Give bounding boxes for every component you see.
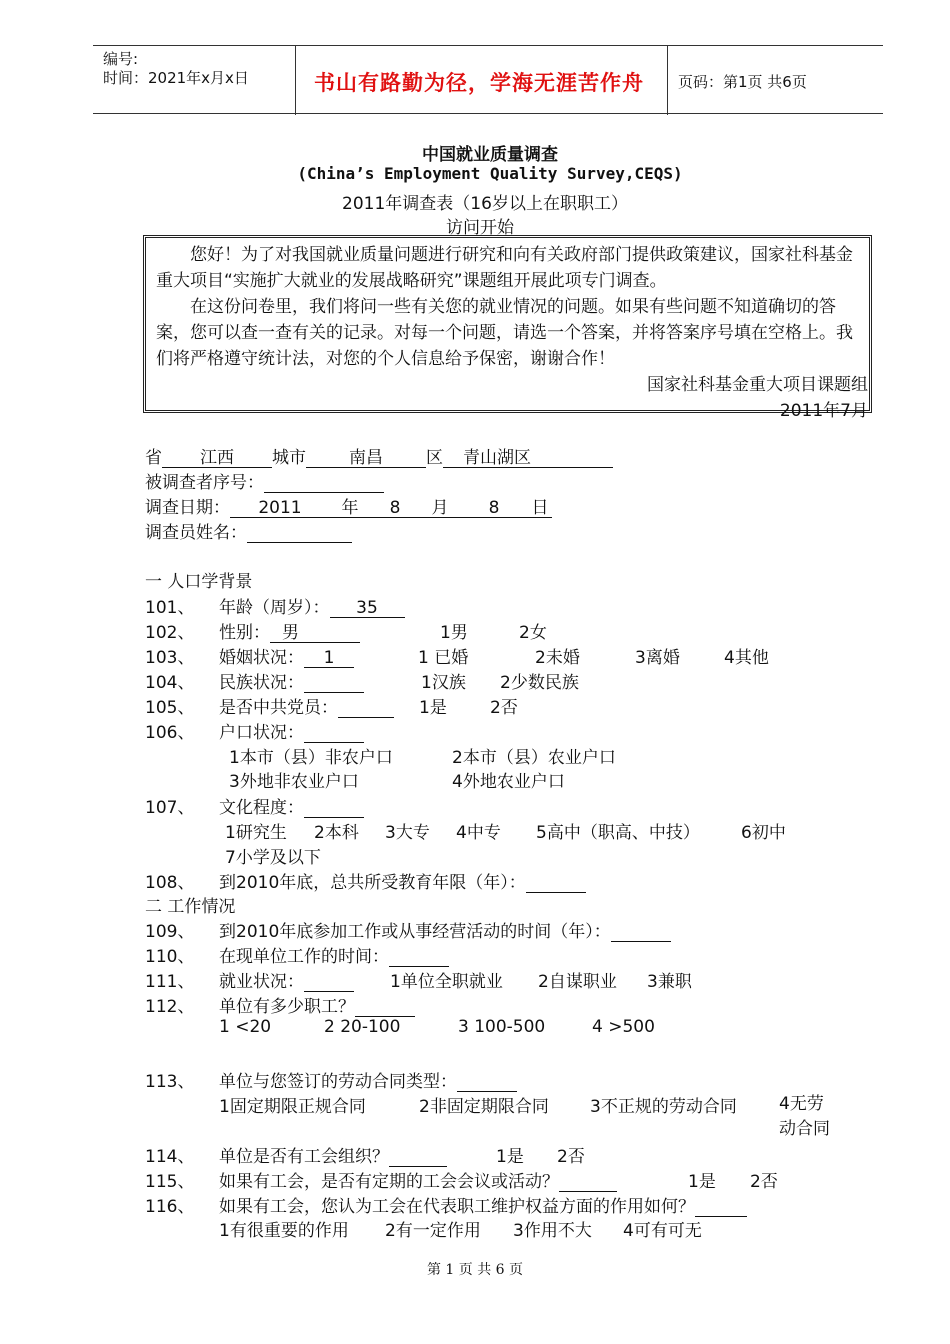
q106-num: 106、 [145, 723, 195, 743]
interviewer-label: 调查员姓名： [145, 523, 247, 543]
city-field[interactable]: 南昌 [306, 449, 426, 468]
intro-org: 国家社科基金重大项目课题组 [647, 375, 868, 395]
q101-answer[interactable]: 35 [330, 599, 405, 618]
q112-option-2: 2 20-100 [324, 1017, 401, 1037]
q108-text: 到2010年底，总共所受教育年限（年）： [219, 873, 526, 893]
q103-text: 婚姻状况： [219, 648, 304, 668]
q106-option-1: 1本市（县）非农户口 [229, 748, 393, 768]
intro-paragraph-2: 在这份问卷里，我们将问一些有关您的就业情况的问题。如果有些问题不知道确切的答案，您可以查一查有关的记录。对每一个问题，请选一个答案，并将答案序号填在空格上。我们将严格遵守统计法，对您的个人信息给予保密，谢谢合作！ [156, 297, 853, 369]
q111-answer[interactable] [304, 973, 354, 992]
survey-date-row [145, 493, 552, 518]
q103-option-1: 1 已婚 [418, 648, 469, 668]
interviewer-row [145, 518, 352, 543]
q111-option-1: 1单位全职就业 [390, 972, 503, 992]
district-field[interactable]: 青山湖区 [443, 449, 613, 468]
q115-row [219, 1167, 617, 1192]
q116-option-2: 2有一定作用 [385, 1221, 481, 1241]
q107-option-4: 4中专 [456, 823, 501, 843]
survey-year-field[interactable]: 2011 [230, 499, 330, 518]
q115-option-1: 1是 [688, 1172, 716, 1192]
q107-option-1: 1研究生 [225, 823, 287, 843]
q115-answer[interactable] [559, 1173, 617, 1192]
q109-text: 到2010年底参加工作或从事经营活动的时间（年）： [219, 922, 611, 942]
q107-option-6: 6初中 [741, 823, 786, 843]
q101-text: 年龄（周岁）： [219, 598, 330, 618]
district-label: 区 [426, 448, 443, 468]
q115-option-2: 2否 [750, 1172, 778, 1192]
q112-option-4: 4 >500 [592, 1017, 655, 1037]
q108-num: 108、 [145, 873, 195, 893]
q114-option-1: 1是 [496, 1147, 524, 1167]
q107-option-3: 3大专 [385, 823, 430, 843]
q110-row [219, 942, 449, 967]
intro-box [143, 235, 872, 421]
intro-date: 2011年7月 [779, 401, 868, 421]
q116-row [219, 1192, 747, 1217]
q113-num: 113、 [145, 1072, 195, 1092]
section-heading-2: 二 工作情况 [145, 897, 236, 917]
survey-month-unit: 月 [420, 499, 460, 518]
header-divider-left [295, 45, 296, 115]
q111-text: 就业状况： [219, 972, 304, 992]
q104-option-2: 2少数民族 [500, 673, 579, 693]
survey-date-label: 调查日期： [145, 498, 230, 518]
q113-option-1: 1固定期限正规合同 [219, 1097, 366, 1117]
q112-option-3: 3 100-500 [458, 1017, 546, 1037]
q102-option-2: 2女 [519, 623, 547, 643]
q105-answer[interactable] [338, 699, 394, 718]
q107-num: 107、 [145, 798, 195, 818]
q106-row [219, 718, 364, 743]
q110-text: 在现单位工作的时间： [219, 947, 389, 967]
q107-text: 文化程度： [219, 798, 304, 818]
q116-option-3: 3作用不大 [513, 1221, 592, 1241]
q111-option-3: 3兼职 [647, 972, 692, 992]
q104-row [219, 668, 364, 693]
q102-answer[interactable]: 男 [270, 624, 360, 643]
province-label: 省 [145, 448, 162, 468]
respondent-id-field[interactable] [264, 474, 384, 493]
q113-option-3: 3不正规的劳动合同 [590, 1097, 737, 1117]
q103-row [219, 643, 354, 668]
motto: 书山有路勤为径，学海无涯苦作舟 [314, 71, 644, 95]
q106-option-3: 3外地非农业户口 [229, 772, 359, 792]
q110-answer[interactable] [389, 948, 449, 967]
q111-row [219, 967, 354, 992]
q112-row [219, 992, 415, 1017]
q113-text: 单位与您签订的劳动合同类型： [219, 1072, 457, 1092]
page-title: 中国就业质量调查 [422, 145, 558, 165]
q106-answer[interactable] [304, 724, 364, 743]
q114-num: 114、 [145, 1147, 195, 1167]
city-label: 城市 [272, 448, 306, 468]
q105-option-2: 2否 [490, 698, 518, 718]
serial-label: 编号: [103, 50, 139, 68]
q116-option-4: 4可有可无 [623, 1221, 702, 1241]
q107-option-5: 5高中（职高、中技） [536, 823, 700, 843]
q102-option-1: 1男 [440, 623, 468, 643]
q114-text: 单位是否有工会组织？ [219, 1147, 389, 1167]
q113-answer[interactable] [457, 1073, 517, 1092]
q104-answer[interactable] [304, 674, 364, 693]
page-title-en: (China’s Employment Quality Survey,CEQS) [297, 164, 683, 183]
q103-option-3: 3离婚 [635, 648, 680, 668]
q102-num: 102、 [145, 623, 195, 643]
intro-paragraph-1: 您好！为了对我国就业质量问题进行研究和向有关政府部门提供政策建议，国家社科基金重大项目“实施扩大就业的发展战略研究”课题组开展此项专门调查。 [156, 245, 853, 291]
q105-num: 105、 [145, 698, 195, 718]
q104-num: 104、 [145, 673, 195, 693]
q103-option-2: 2未婚 [535, 648, 580, 668]
q112-num: 112、 [145, 997, 195, 1017]
q102-text: 性别： [219, 623, 270, 643]
q108-row [219, 868, 586, 893]
q105-row [219, 693, 394, 718]
q103-answer[interactable]: 1 [304, 649, 354, 668]
q107-option-7: 7小学及以下 [225, 848, 321, 868]
respondent-id-row [145, 468, 384, 493]
time-label: 时间：2021年x月x日 [103, 69, 249, 87]
interviewer-field[interactable] [247, 524, 352, 543]
q106-option-4: 4外地农业户口 [452, 772, 565, 792]
survey-day-unit: 日 [528, 499, 552, 518]
q114-option-2: 2否 [557, 1147, 585, 1167]
section-heading-1: 一 人口学背景 [145, 572, 253, 592]
q104-text: 民族状况： [219, 673, 304, 693]
interview-start: 访问开始 [446, 218, 514, 238]
q103-option-4: 4其他 [724, 648, 769, 668]
survey-year-unit: 年 [330, 499, 370, 518]
q113-option-4: 4无劳动合同 [779, 1094, 830, 1139]
q106-option-2: 2本市（县）农业户口 [452, 748, 616, 768]
q106-text: 户口状况： [219, 723, 304, 743]
q112-text: 单位有多少职工？ [219, 997, 355, 1017]
q102-row [219, 618, 360, 643]
q112-answer[interactable] [355, 998, 415, 1017]
q107-row [219, 793, 364, 818]
q114-row [219, 1142, 447, 1167]
q107-answer[interactable] [304, 799, 364, 818]
q104-option-1: 1汉族 [421, 673, 466, 693]
q116-text: 如果有工会，您认为工会在代表职工维护权益方面的作用如何？ [219, 1197, 695, 1217]
q110-num: 110、 [145, 947, 195, 967]
survey-month-field[interactable]: 8 [370, 499, 420, 518]
q116-option-1: 1有很重要的作用 [219, 1221, 349, 1241]
respondent-id-label: 被调查者序号： [145, 473, 264, 493]
q114-answer[interactable] [389, 1148, 447, 1167]
q115-text: 如果有工会，是否有定期的工会会议或活动？ [219, 1172, 559, 1192]
q101-row [219, 593, 405, 618]
q108-answer[interactable] [526, 874, 586, 893]
q105-text: 是否中共党员： [219, 698, 338, 718]
province-field[interactable]: 江西 [162, 449, 272, 468]
q109-answer[interactable] [611, 923, 671, 942]
page-subtitle: 2011年调查表（16岁以上在职职工） [342, 194, 628, 214]
q109-row [219, 917, 671, 942]
q112-option-1: 1 <20 [219, 1017, 272, 1037]
q113-option-2: 2非固定期限合同 [419, 1097, 549, 1117]
q115-num: 115、 [145, 1172, 195, 1192]
header-top-rule [93, 45, 883, 46]
page-footer: 第 1 页 共 6 页 [426, 1262, 524, 1278]
q116-answer[interactable] [695, 1198, 747, 1217]
q105-option-1: 1是 [419, 698, 447, 718]
q116-num: 116、 [145, 1197, 195, 1217]
page-info: 页码：第1页 共6页 [678, 73, 807, 91]
header-bottom-rule [93, 113, 883, 114]
header-divider-right [667, 45, 668, 115]
q101-num: 101、 [145, 598, 195, 618]
q109-num: 109、 [145, 922, 195, 942]
q103-num: 103、 [145, 648, 195, 668]
q111-num: 111、 [145, 972, 195, 992]
survey-day-field[interactable]: 8 [460, 499, 528, 518]
location-row [145, 443, 613, 468]
q113-row [219, 1067, 517, 1092]
q111-option-2: 2自谋职业 [538, 972, 617, 992]
q107-option-2: 2本科 [314, 823, 359, 843]
